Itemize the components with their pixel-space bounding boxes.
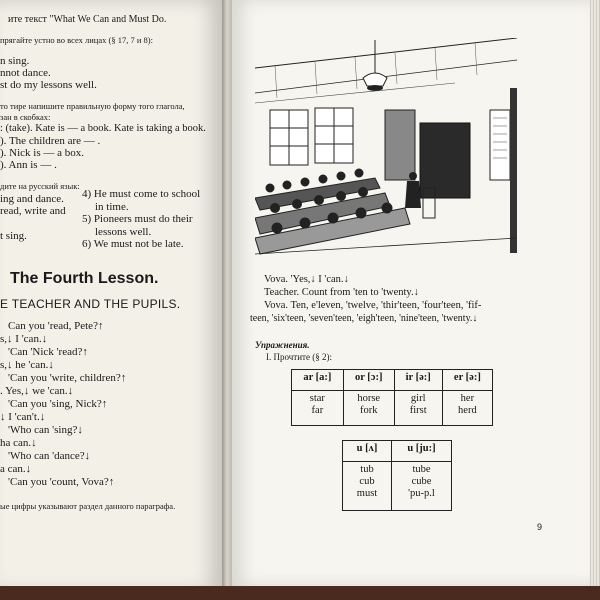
text-line: read, write and: [0, 205, 66, 217]
table-header: u [ʌ]: [343, 441, 392, 462]
table-cell: tub cub must: [343, 462, 392, 511]
dialogue-line: s,↓ he 'can.↓: [0, 359, 54, 371]
table-cell: star far: [292, 391, 344, 426]
dialogue-line: ha can.↓: [0, 437, 37, 449]
dialogue-line: Vova. Ten, e'leven, 'twelve, 'thir'teen, 'four'teen, 'fif-: [264, 300, 482, 311]
text-line: t sing.: [0, 230, 27, 242]
dialogue-line: 'Who can 'dance?↓: [8, 450, 91, 462]
footnote: ые цифры указывают раздел данного параграфа.: [0, 501, 176, 511]
dialogue-line: 'Can you 'count, Vova?↑: [8, 476, 115, 488]
phonics-table-1: [291, 369, 493, 426]
dialogue-line: 'Can you 'write, children?↑: [8, 372, 127, 384]
dialogue-line: Vova. 'Yes,↓ I 'can.↓: [264, 274, 349, 285]
classroom-illustration: [255, 38, 517, 260]
dialogue-line: 'Can you 'sing, Nick?↑: [8, 398, 108, 410]
list-item: 5) Pioneers must do their: [82, 213, 193, 225]
instruction-line: то тире напишите правильную форму того глагола,: [0, 101, 185, 111]
dialogue-line: 'Who can 'sing?↓: [8, 424, 83, 436]
dialogue-line: 'Can 'Nick 'read?↑: [8, 346, 88, 358]
exercise-heading: ите текст "What We Can and Must Do.: [8, 14, 167, 25]
table-cell: her herd: [442, 391, 492, 426]
instruction-line: дите на русский язык:: [0, 181, 80, 191]
bottom-edge: [0, 586, 600, 600]
table-header: u [ju:]: [391, 441, 451, 462]
lesson-title: The Fourth Lesson.: [10, 270, 159, 287]
dialogue-line: teen, 'six'teen, 'seven'teen, 'eigh'teen, 'nine'teen, 'twenty.↓: [250, 313, 478, 324]
list-item: 4) He must come to school: [82, 188, 201, 200]
text-line: st do my lessons well.: [0, 79, 97, 91]
text-line: ). Nick is — a box.: [0, 147, 85, 159]
text-line: ). The children are — .: [0, 135, 101, 147]
table-header: er [ə:]: [442, 370, 492, 391]
text-line: nnot dance.: [0, 67, 51, 79]
page-number: 9: [537, 522, 543, 532]
translation-list: [82, 188, 200, 251]
dialogue-line: a can.↓: [0, 463, 32, 475]
table-header: ar [a:]: [292, 370, 344, 391]
exercises-title: Упражнения.: [255, 340, 310, 350]
text-line: ing and dance.: [0, 193, 64, 205]
text-line: : (take). Kate is — a book. Kate is taking a book.: [0, 123, 206, 134]
left-page: [0, 0, 222, 592]
instruction-line: прягайте устно во всех лицах (§ 17, 7 и 8):: [0, 35, 153, 45]
lesson-subtitle: E TEACHER AND THE PUPILS.: [0, 297, 181, 311]
list-item: 6) We must not be late.: [82, 238, 184, 250]
table-header: or [ɔ:]: [343, 370, 394, 391]
dialogue-line: . Yes,↓ we 'can.↓: [0, 385, 74, 397]
dialogue-line: Teacher. Count from 'ten to 'twenty.↓: [264, 287, 419, 298]
table-cell: girl first: [394, 391, 442, 426]
table-cell: tube cube 'pu-p.l: [391, 462, 451, 511]
book-spine: [222, 0, 232, 592]
phonics-table-2: [342, 440, 452, 511]
dialogue-line: s,↓ I 'can.↓: [0, 333, 48, 345]
table-header: ir [ə:]: [394, 370, 442, 391]
instruction-line: зан в скобках:: [0, 112, 51, 122]
dialogue-line: ↓ I 'can't.↓: [0, 411, 46, 423]
text-line: n sing.: [0, 55, 30, 67]
table-cell: horse fork: [343, 391, 394, 426]
dialogue-line: Can you 'read, Pete?↑: [8, 320, 104, 332]
list-item: lessons well.: [95, 225, 152, 238]
list-item: in time.: [95, 200, 129, 213]
exercise-1-label: I. Прочтите (§ 2):: [266, 352, 332, 362]
text-line: ). Ann is — .: [0, 159, 57, 171]
